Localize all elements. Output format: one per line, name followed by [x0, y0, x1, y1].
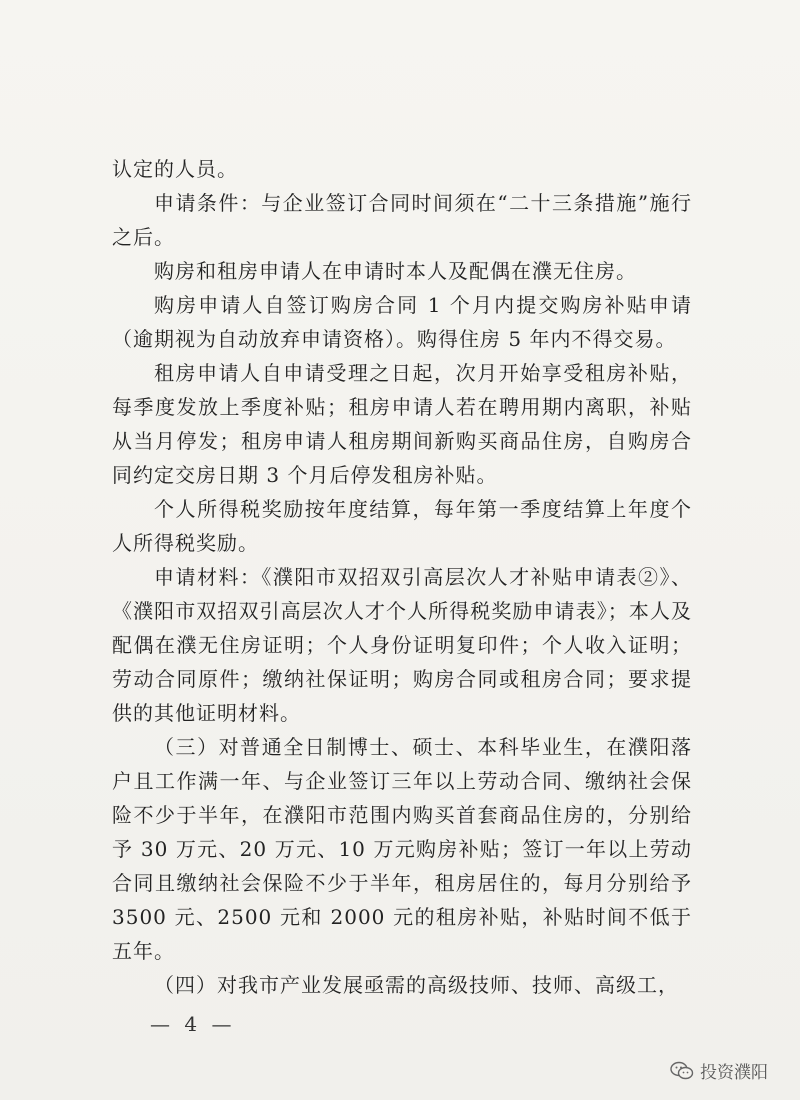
watermark-text: 投资濮阳: [700, 1063, 768, 1083]
wechat-icon: [670, 1061, 694, 1081]
paragraph: 申请条件：与企业签订合同时间须在“二十三条措施”施行之后。: [112, 191, 692, 249]
paragraph: 购房申请人自签订购房合同 1 个月内提交购房补贴申请（逾期视为自动放弃申请资格）。购得住房 5 年内不得交易。: [112, 293, 692, 351]
paragraph: （三）对普通全日制博士、硕士、本科毕业生，在濮阳落户且工作满一年、与企业签订三年以上劳动合同、缴纳社会保险不少于半年，在濮阳市范围内购买首套商品住房的，分别给予 30 万元、20 万元、10 万元购房补贴；签订一年以上劳动合同且缴纳社会保险不少于半年，租房居住的，每月分别给予 3500 元、2500 元和 2000 元的租房补贴，补贴时间不低于五年。: [112, 735, 692, 963]
wechat-watermark: [670, 1058, 768, 1083]
paragraph: 购房和租房申请人在申请时本人及配偶在濮无住房。: [154, 259, 637, 283]
page-number: — 4 —: [150, 1012, 236, 1036]
paragraph: 申请材料：《濮阳市双招双引高层次人才补贴申请表②》、《濮阳市双招双引高层次人才个人所得税奖励申请表》；本人及配偶在濮无住房证明；个人身份证明复印件；个人收入证明；劳动合同原件；缴纳社保证明；购房合同或租房合同；要求提供的其他证明材料。: [112, 565, 692, 725]
document-body: [112, 152, 692, 1002]
paragraph: （四）对我市产业发展亟需的高级技师、技师、高级工，: [154, 973, 679, 997]
paragraph: 租房申请人自申请受理之日起，次月开始享受租房补贴，每季度发放上季度补贴；租房申请人若在聘用期内离职，补贴从当月停发；租房申请人租房期间新购买商品住房，自购房合同约定交房日期 3 个月后停发租房补贴。: [112, 361, 692, 487]
paragraph: 认定的人员。: [112, 157, 238, 181]
paragraph: 个人所得税奖励按年度结算，每年第一季度结算上年度个人所得税奖励。: [112, 497, 692, 555]
